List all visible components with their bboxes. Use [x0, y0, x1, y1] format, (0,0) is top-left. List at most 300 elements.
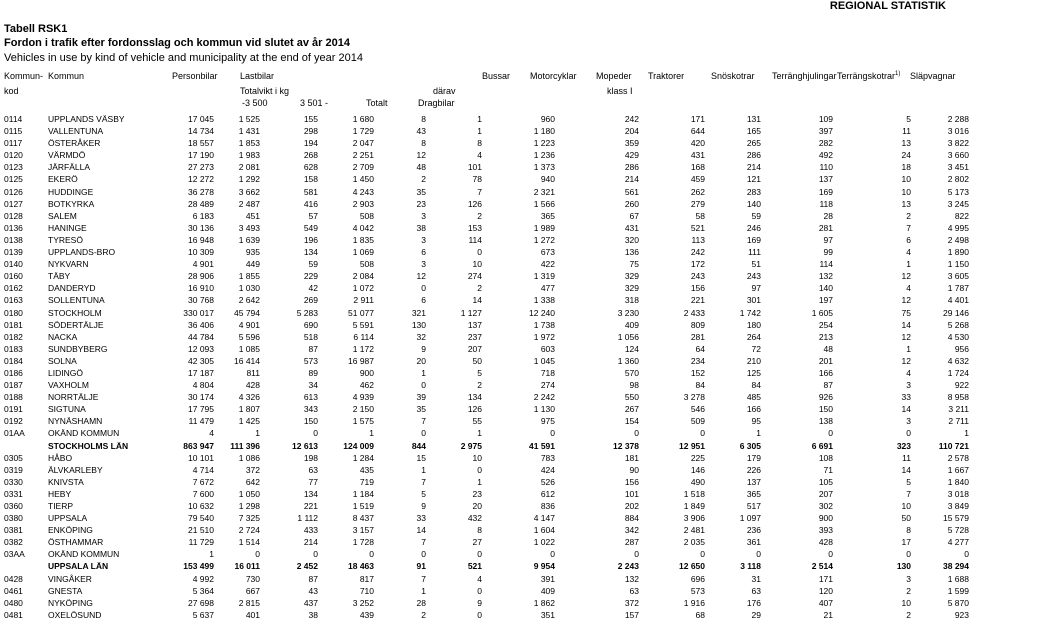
value-cell: 130	[411, 319, 426, 330]
value-cell: 1	[477, 114, 482, 124]
row-spacer	[969, 573, 1012, 585]
value-cell: 416	[303, 198, 318, 209]
value-cell: 4	[906, 283, 911, 294]
value-cell: 526	[540, 476, 555, 487]
header-dragbilar: Dragbilar	[418, 98, 455, 108]
value-cell: 140	[818, 283, 833, 294]
value-cell: 207	[467, 343, 482, 354]
value-cell: 51 077	[348, 307, 374, 318]
kommun-name-cell: JÄRFÄLLA	[48, 162, 91, 173]
value-cell: 1 729	[352, 126, 374, 137]
header-totalt: Totalt	[366, 98, 388, 108]
row-spacer	[969, 536, 1012, 548]
table-row	[0, 198, 1060, 210]
table-row	[0, 597, 1060, 609]
value-cell: 2	[421, 174, 426, 185]
value-cell: 97	[751, 283, 761, 294]
value-cell: 201	[818, 355, 833, 366]
value-cell: 8	[906, 525, 911, 536]
table-row	[0, 403, 1060, 415]
kommun-name-cell: VAXHOLM	[48, 380, 89, 391]
header-traktorer: Traktorer	[648, 71, 685, 81]
value-cell: 11 479	[188, 416, 214, 427]
value-cell: 4 995	[947, 222, 969, 233]
row-spacer	[969, 355, 1012, 367]
value-cell: 2 578	[947, 452, 969, 463]
kommun-code-cell: 0114	[4, 114, 23, 124]
value-cell: 10	[901, 174, 911, 185]
row-spacer	[969, 464, 1012, 476]
value-cell: 126	[467, 198, 482, 209]
kommun-code-cell: 0162	[4, 283, 23, 294]
kommun-code-cell: 0120	[4, 150, 23, 161]
value-cell: 546	[690, 404, 705, 415]
value-cell: 10 101	[188, 452, 214, 463]
value-cell: 508	[359, 210, 374, 221]
header-terranghjulingar: Terränghjulingar	[772, 71, 837, 81]
row-spacer	[969, 560, 1012, 572]
value-cell: 12	[901, 271, 911, 282]
value-cell: 1	[421, 464, 426, 475]
value-cell: 1	[255, 428, 260, 439]
value-cell: 2 084	[352, 271, 374, 282]
value-cell: 690	[303, 319, 318, 330]
kommun-code-cell: 0160	[4, 271, 23, 282]
table-row	[0, 500, 1060, 512]
value-cell: 6 114	[353, 331, 374, 342]
value-cell: 63	[629, 585, 639, 596]
value-cell: 302	[818, 501, 833, 511]
value-cell: 0	[700, 428, 705, 439]
value-cell: 34	[308, 380, 318, 391]
value-cell: 7	[421, 476, 426, 487]
value-cell: 67	[629, 210, 639, 221]
table-row	[0, 427, 1060, 439]
kommun-code-cell	[4, 440, 48, 452]
value-cell: 16 414	[234, 355, 260, 366]
value-cell: 27 698	[188, 597, 214, 608]
value-cell: 1 840	[947, 476, 969, 487]
kommun-code-cell: 0117	[4, 138, 23, 149]
header-klass1: klass I	[607, 86, 633, 96]
value-cell: 169	[746, 234, 761, 245]
value-cell: 613	[303, 392, 318, 403]
kommun-name-cell: HANINGE	[48, 222, 87, 233]
value-cell: 1 319	[533, 271, 555, 282]
row-spacer	[969, 391, 1012, 403]
value-cell: 6	[421, 295, 426, 306]
value-cell: 48	[416, 162, 426, 173]
value-cell: 0	[828, 428, 833, 439]
kommun-code-cell: 0305	[4, 452, 23, 463]
value-cell: 33	[416, 513, 426, 524]
kommun-name-cell: BOTKYRKA	[48, 198, 95, 209]
value-cell: 28 489	[188, 198, 214, 209]
value-cell: 8	[477, 525, 482, 536]
kommun-code-cell: 0181	[4, 319, 23, 330]
value-cell: 3 157	[352, 525, 374, 536]
row-spacer	[969, 246, 1012, 258]
value-cell: 3 605	[947, 271, 969, 282]
kommun-code-cell: 0480	[4, 597, 23, 608]
value-cell: 422	[540, 259, 555, 270]
row-spacer	[969, 379, 1012, 391]
value-cell: 1 738	[533, 319, 555, 330]
value-cell: 5 364	[192, 585, 214, 596]
value-cell: 0	[700, 549, 705, 560]
value-cell: 1 742	[739, 307, 761, 318]
value-cell: 521	[690, 222, 705, 233]
value-cell: 118	[819, 198, 833, 209]
value-cell: 213	[818, 331, 833, 342]
value-cell: 237	[467, 331, 482, 342]
kommun-code-cell: 0139	[4, 247, 23, 258]
value-cell: 10	[901, 597, 911, 608]
value-cell: 8	[477, 138, 482, 149]
value-cell: 36 406	[188, 319, 214, 330]
value-cell: 1 030	[238, 283, 260, 294]
value-cell: 180	[746, 319, 761, 330]
value-cell: 301	[746, 295, 761, 306]
value-cell: 35	[416, 404, 426, 415]
value-cell: 286	[746, 150, 761, 161]
kommun-code-cell: 0126	[4, 186, 23, 197]
value-cell: 1	[964, 428, 969, 439]
value-cell: 105	[818, 476, 833, 487]
value-cell: 0	[634, 549, 639, 560]
value-cell: 236	[746, 525, 761, 536]
kommun-code-cell: 0163	[4, 295, 23, 306]
value-cell: 5	[421, 488, 426, 499]
row-spacer	[969, 500, 1012, 512]
table-row	[0, 367, 1060, 379]
value-cell: 110 721	[938, 440, 969, 451]
value-cell: 111	[748, 247, 761, 258]
value-cell: 171	[690, 114, 705, 124]
value-cell: 140	[746, 198, 761, 209]
row-spacer	[969, 440, 1012, 452]
value-cell: 17 187	[188, 367, 214, 378]
value-cell: 154	[624, 416, 639, 427]
value-cell: 7	[906, 488, 911, 499]
value-cell: 1 983	[238, 150, 260, 161]
value-cell: 1 835	[352, 234, 374, 245]
row-spacer	[969, 403, 1012, 415]
value-cell: 1 972	[533, 331, 555, 342]
value-cell: 935	[245, 247, 260, 258]
value-cell: 242	[690, 247, 705, 258]
value-cell: 7	[421, 573, 426, 584]
value-cell: 113	[691, 234, 705, 245]
value-cell: 4	[906, 367, 911, 378]
value-cell: 1 056	[617, 331, 639, 342]
value-cell: 1 667	[947, 464, 969, 475]
value-cell: 90	[629, 464, 639, 475]
value-cell: 27 273	[188, 162, 214, 173]
kommun-name-cell: SOLNA	[48, 355, 77, 366]
value-cell: 517	[746, 501, 761, 511]
kommun-name-cell: STOCKHOLMS LÄN	[48, 440, 129, 451]
value-cell: 214	[746, 162, 761, 173]
value-cell: 14 734	[188, 126, 214, 137]
value-cell: 5 728	[947, 525, 969, 536]
value-cell: 2	[421, 609, 426, 620]
table-row	[0, 125, 1060, 137]
value-cell: 5 870	[947, 597, 969, 608]
value-cell: 2	[477, 210, 482, 221]
value-cell: 4 901	[238, 319, 260, 330]
value-cell: 4 147	[533, 513, 555, 524]
value-cell: 7 325	[238, 513, 260, 524]
kommun-name-cell: SALEM	[48, 210, 77, 221]
table-total-row	[0, 440, 1060, 452]
value-cell: 342	[624, 525, 639, 536]
value-cell: 1 022	[533, 537, 555, 548]
value-cell: 131	[746, 114, 761, 124]
kommun-code-cell: 0136	[4, 222, 23, 233]
value-cell: 0	[477, 549, 482, 560]
value-cell: 409	[624, 319, 639, 330]
value-cell: 30 174	[188, 392, 214, 403]
value-cell: 718	[540, 367, 555, 378]
value-cell: 1	[421, 585, 426, 596]
value-cell: 168	[690, 162, 705, 173]
value-cell: 822	[954, 210, 969, 221]
row-spacer	[969, 210, 1012, 222]
value-cell: 0	[421, 380, 426, 391]
value-cell: 225	[690, 452, 705, 463]
value-cell: 155	[303, 114, 318, 124]
value-cell: 9	[421, 343, 426, 354]
value-cell: 87	[308, 573, 318, 584]
header-kommun: Kommun	[48, 71, 85, 81]
kommun-name-cell: KNIVSTA	[48, 476, 84, 487]
value-cell: 431	[690, 150, 705, 161]
row-spacer	[969, 234, 1012, 246]
value-cell: 12 378	[613, 440, 639, 451]
value-cell: 407	[818, 597, 833, 608]
kommun-code-cell: 0461	[4, 585, 23, 596]
value-cell: 432	[467, 513, 482, 524]
value-cell: 45 794	[234, 307, 260, 318]
value-cell: 1 425	[238, 416, 260, 427]
value-cell: 2 251	[352, 150, 374, 161]
value-cell: 32	[416, 331, 426, 342]
kommun-name-cell: VINGÅKER	[48, 573, 92, 584]
row-spacer	[969, 524, 1012, 536]
value-cell: 1 680	[352, 114, 374, 124]
kommun-name-cell: TIERP	[48, 501, 74, 511]
kommun-code-cell: 0123	[4, 162, 23, 173]
value-cell: 28	[823, 210, 833, 221]
value-cell: 6 183	[192, 210, 214, 221]
value-cell: 12	[416, 150, 426, 161]
kommun-name-cell: NORRTÄLJE	[48, 392, 99, 403]
value-cell: 158	[303, 174, 318, 185]
value-cell: 21	[823, 609, 833, 620]
value-cell: 2 498	[947, 234, 969, 245]
value-cell: 2 288	[947, 114, 969, 124]
value-cell: 202	[624, 501, 639, 511]
value-cell: 451	[245, 210, 260, 221]
value-cell: 8	[421, 114, 426, 124]
value-cell: 5 283	[296, 307, 318, 318]
value-cell: 59	[308, 259, 318, 270]
value-cell: 132	[818, 271, 833, 282]
value-cell: 0	[550, 428, 555, 439]
value-cell: 642	[245, 476, 260, 487]
value-cell: 365	[746, 488, 761, 499]
value-cell: 6 305	[739, 440, 761, 451]
value-cell: 2 433	[683, 307, 705, 318]
value-cell: 146	[690, 464, 705, 475]
kommun-name-cell: SUNDBYBERG	[48, 343, 108, 354]
value-cell: 0	[255, 549, 260, 560]
value-cell: 101	[624, 488, 639, 499]
value-cell: 4 243	[352, 186, 374, 197]
value-cell: 95	[751, 416, 761, 427]
kommun-code-cell: 03AA	[4, 549, 25, 560]
value-cell: 226	[746, 464, 761, 475]
value-cell: 3 278	[683, 392, 705, 403]
row-spacer	[969, 161, 1012, 173]
kommun-code-cell: 0192	[4, 416, 23, 427]
value-cell: 274	[540, 380, 555, 391]
value-cell: 166	[818, 367, 833, 378]
kommun-name-cell: TÄBY	[48, 271, 71, 282]
value-cell: 1 360	[617, 355, 639, 366]
row-spacer	[969, 173, 1012, 185]
header-terrangskotrar	[837, 71, 900, 81]
table-row	[0, 609, 1060, 621]
value-cell: 41 591	[529, 440, 555, 451]
value-cell: 87	[308, 343, 318, 354]
value-cell: 108	[818, 452, 833, 463]
value-cell: 710	[359, 585, 374, 596]
row-spacer	[969, 198, 1012, 210]
value-cell: 12	[416, 271, 426, 282]
value-cell: 1	[906, 343, 911, 354]
value-cell: 343	[303, 404, 318, 415]
value-cell: 33	[901, 392, 911, 403]
value-cell: 1 284	[352, 452, 374, 463]
table-body	[0, 113, 1060, 621]
value-cell: 449	[245, 259, 260, 270]
value-cell: 2 242	[533, 392, 555, 403]
value-cell: 3 906	[683, 513, 705, 524]
value-cell: 84	[751, 380, 761, 391]
value-cell: 361	[746, 537, 761, 548]
header-lastbilar: Lastbilar	[240, 71, 275, 81]
value-cell: 2	[906, 609, 911, 620]
value-cell: 11	[902, 452, 911, 463]
value-cell: 21 510	[188, 525, 214, 536]
value-cell: 77	[308, 476, 318, 487]
value-cell: 1 862	[533, 597, 555, 608]
value-cell: 23	[472, 488, 482, 499]
value-cell: 2 487	[238, 198, 260, 209]
value-cell: 44 784	[188, 331, 214, 342]
table-row	[0, 173, 1060, 185]
value-cell: 3	[906, 380, 911, 391]
value-cell: 1 338	[533, 295, 555, 306]
value-cell: 1 072	[352, 283, 374, 294]
value-cell: 5 596	[238, 331, 260, 342]
value-cell: 3	[421, 234, 426, 245]
row-spacer	[969, 125, 1012, 137]
kommun-name-cell: ÄLVKARLEBY	[48, 464, 103, 475]
value-cell: 18 463	[348, 561, 374, 572]
table-row	[0, 512, 1060, 524]
value-cell: 5 591	[352, 319, 374, 330]
row-spacer	[969, 343, 1012, 355]
value-cell: 0	[313, 549, 318, 560]
value-cell: 71	[823, 464, 833, 475]
value-cell: 5 268	[947, 319, 969, 330]
value-cell: 64	[695, 343, 705, 354]
table-row	[0, 222, 1060, 234]
value-cell: 12 613	[292, 440, 318, 451]
value-cell: 2 911	[353, 295, 374, 306]
value-cell: 1 292	[238, 174, 260, 185]
value-cell: 2 815	[238, 597, 260, 608]
value-cell: 7 600	[192, 488, 214, 499]
value-cell: 28	[416, 597, 426, 608]
value-cell: 2 481	[683, 525, 705, 536]
value-cell: 63	[751, 585, 761, 596]
value-cell: 783	[540, 452, 555, 463]
value-cell: 696	[690, 573, 705, 584]
value-cell: 2 243	[617, 561, 639, 572]
value-cell: 134	[467, 392, 482, 403]
value-cell: 42 305	[188, 355, 214, 366]
value-cell: 437	[303, 597, 318, 608]
value-cell: 1 849	[683, 501, 705, 511]
value-cell: 673	[540, 247, 555, 258]
value-cell: 150	[303, 416, 318, 427]
value-cell: 3 822	[947, 138, 969, 149]
value-cell: 166	[746, 404, 761, 415]
kommun-code-cell: 0187	[4, 380, 23, 391]
value-cell: 318	[624, 295, 639, 306]
table-row	[0, 331, 1060, 343]
table-row	[0, 343, 1060, 355]
value-cell: 809	[690, 319, 705, 330]
table-row	[0, 379, 1060, 391]
value-cell: 43	[416, 126, 426, 137]
value-cell: 3 118	[740, 561, 761, 572]
value-cell: 97	[823, 234, 833, 245]
table-row	[0, 282, 1060, 294]
value-cell: 2 035	[683, 537, 705, 548]
value-cell: 298	[303, 126, 318, 137]
value-cell: 38	[308, 609, 318, 620]
value-cell: 4 714	[192, 464, 214, 475]
value-cell: 1	[209, 549, 214, 560]
value-cell: 462	[359, 380, 374, 391]
value-cell: 428	[818, 537, 833, 548]
value-cell: 134	[303, 247, 318, 258]
kommun-name-cell: SÖDERTÄLJE	[48, 319, 104, 330]
value-cell: 287	[624, 537, 639, 548]
value-cell: 1 787	[947, 283, 969, 294]
kommun-name-cell: ENKÖPING	[48, 525, 93, 536]
value-cell: 3 849	[947, 501, 969, 511]
row-spacer	[969, 319, 1012, 331]
value-cell: 330 017	[183, 307, 214, 318]
kommun-name-cell: UPPLANDS VÄSBY	[48, 114, 125, 124]
kommun-name-cell: EKERÖ	[48, 174, 78, 185]
